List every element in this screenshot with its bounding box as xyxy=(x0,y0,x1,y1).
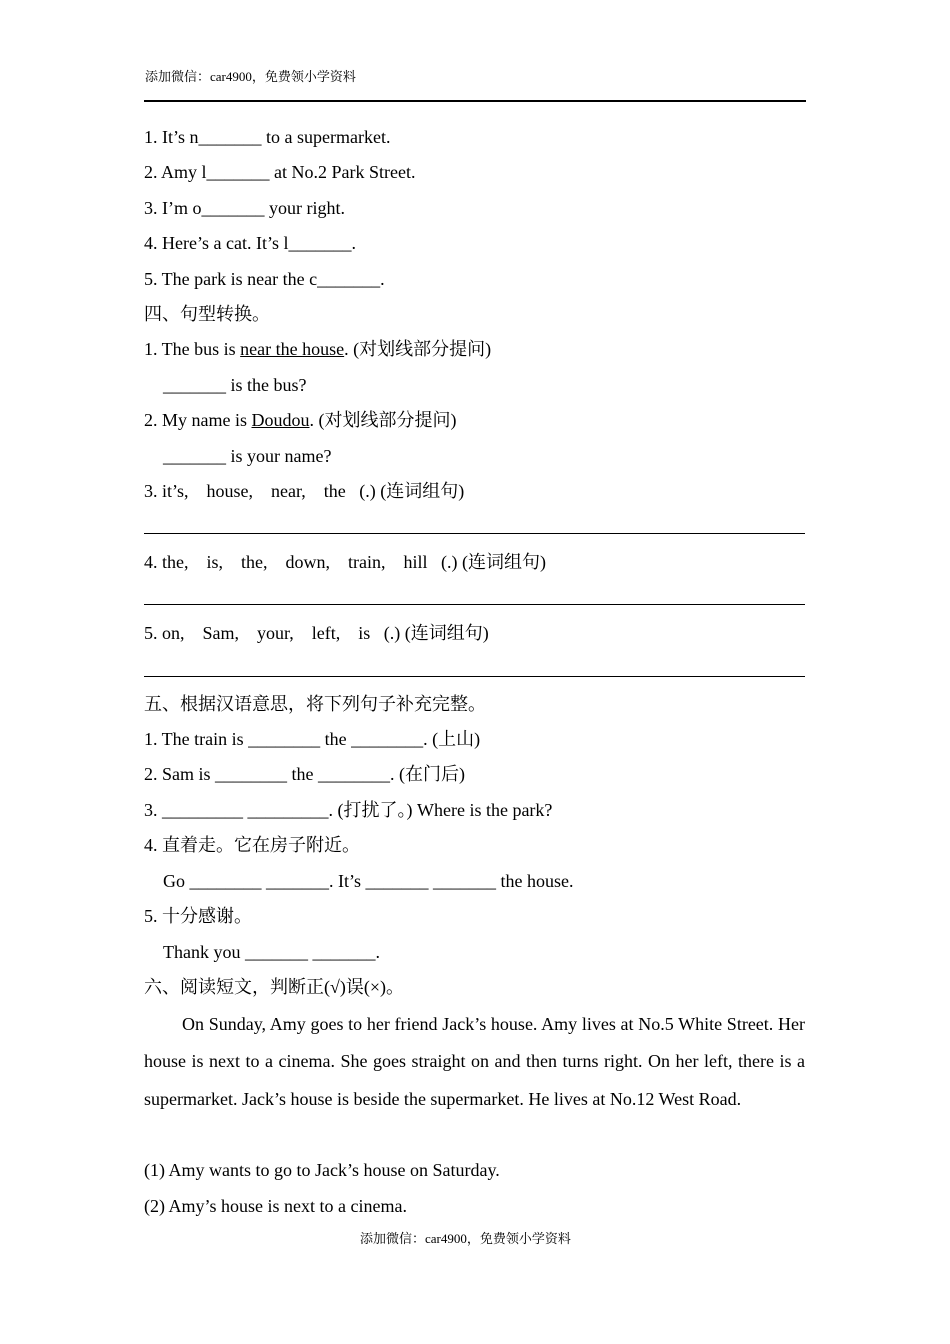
s4-q3-answer-line xyxy=(144,533,805,534)
s4-q1-post: . (对划线部分提问) xyxy=(344,339,492,359)
s5-item-3: 3. _________ _________. (打扰了。) Where is the park? xyxy=(144,800,553,820)
s4-q4-answer-line xyxy=(144,604,805,605)
s4-question-3: 3. it’s, house, near, the (.) (连词组句) xyxy=(144,481,465,501)
s3-item-1: 1. It’s n_______ to a supermarket. xyxy=(144,127,391,147)
s4-question-4: 4. the, is, the, down, train, hill (.) (连词组句) xyxy=(144,552,546,572)
s3-item-4: 4. Here’s a cat. It’s l_______. xyxy=(144,233,356,253)
s5-item-5-answer: Thank you _______ _______. xyxy=(163,942,380,962)
s4-q2-post: . (对划线部分提问) xyxy=(309,410,457,430)
header-note: 添加微信：car4900，免费领小学资料 xyxy=(145,69,356,84)
s4-q2-answer: _______ is your name? xyxy=(163,446,332,466)
footer-note: 添加微信：car4900，免费领小学资料 xyxy=(360,1231,571,1246)
s5-item-4: 4. 直着走。它在房子附近。 xyxy=(144,835,360,855)
s4-question-5: 5. on, Sam, your, left, is (.) (连词组句) xyxy=(144,623,489,643)
s4-q1-underlined: near the house xyxy=(240,339,345,359)
s5-item-1: 1. The train is ________ the ________. (上山) xyxy=(144,729,481,749)
s6-item-1: (1) Amy wants to go to Jack’s house on Saturday. xyxy=(144,1160,500,1180)
reading-passage: On Sunday, Amy goes to her friend Jack’s house. Amy lives at No.5 White Street. Her house is next to a cinema. She goes straight on and then turns right. On her left, there is a supermarket. Jack’s house is beside the supermarket. He lives at No.12 West Road. xyxy=(144,1014,805,1109)
section5-title: 五、根据汉语意思，将下列句子补充完整。 xyxy=(144,694,486,714)
s4-q1-answer: _______ is the bus? xyxy=(163,375,307,395)
s4-question-1 xyxy=(144,338,491,360)
s4-q2-underlined: Doudou xyxy=(251,410,310,430)
s5-item-5: 5. 十分感谢。 xyxy=(144,906,252,926)
s4-q1-pre: 1. The bus is xyxy=(144,339,241,359)
s3-item-5: 5. The park is near the c_______. xyxy=(144,269,385,289)
section4-title: 四、句型转换。 xyxy=(144,304,270,324)
s5-item-2: 2. Sam is ________ the ________. (在门后) xyxy=(144,764,465,784)
s3-item-3: 3. I’m o_______ your right. xyxy=(144,198,345,218)
header-divider xyxy=(144,100,806,102)
s5-item-4-answer: Go ________ _______. It’s _______ _______ the house. xyxy=(163,871,574,891)
s3-item-2: 2. Amy l_______ at No.2 Park Street. xyxy=(144,162,416,182)
s4-question-2 xyxy=(144,409,457,431)
section6-title: 六、阅读短文，判断正(√)误(×)。 xyxy=(144,977,405,997)
s6-item-2: (2) Amy’s house is next to a cinema. xyxy=(144,1196,407,1216)
s4-q5-answer-line xyxy=(144,676,805,677)
s4-q2-pre: 2. My name is xyxy=(144,410,252,430)
